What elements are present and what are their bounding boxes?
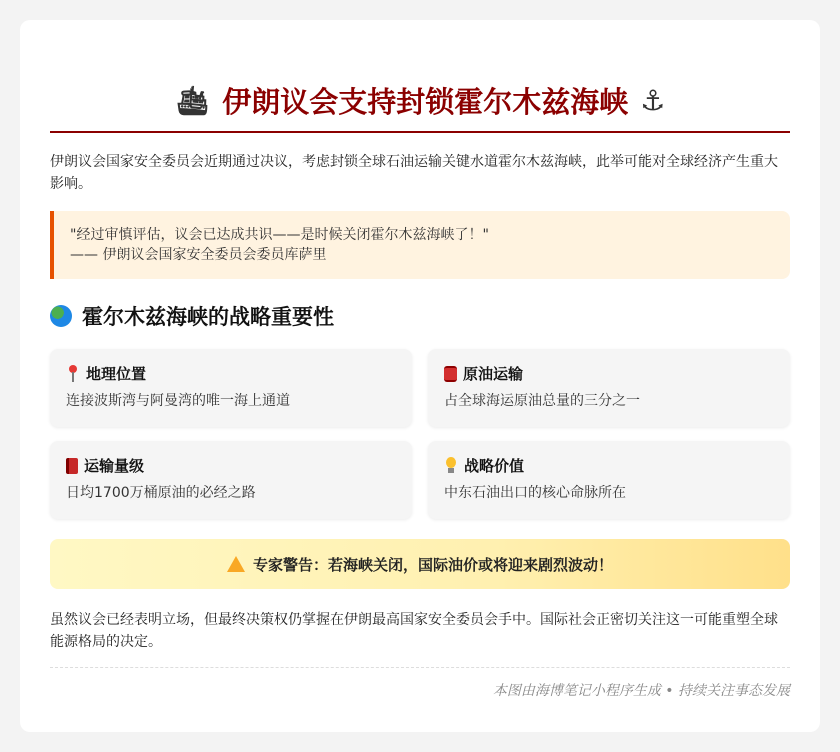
globe-icon [50, 305, 72, 327]
footer-note: 本图由海博笔记小程序生成 • 持续关注事态发展 [492, 683, 790, 699]
title-text: 伊朗议会支持封锁霍尔木兹海峡 [222, 84, 629, 119]
closing-paragraph: 虽然议会已经表明立场，但最终决策权仍掌握在伊朗最高国家安全委员会手中。国际社会正密切关注这一可能重塑全球能源格局的决定。 [50, 612, 778, 650]
book-icon [66, 458, 78, 474]
info-card-desc: 连接波斯湾与阿曼湾的唯一海上通道 [66, 393, 290, 409]
intro-paragraph: 伊朗议会国家安全委员会近期通过决议，考虑封锁全球石油运输关键水道霍尔木兹海峡，此举可能对全球经济产生重大影响。 [50, 154, 778, 192]
info-card-title: 地理位置 [86, 365, 147, 383]
title-divider [50, 131, 790, 133]
section-heading [50, 301, 790, 331]
ship-icon: 🛳 [174, 83, 211, 117]
info-card-volume [50, 441, 412, 519]
section-title-text: 霍尔木兹海峡的战略重要性 [82, 305, 334, 329]
info-card-title: 原油运输 [463, 365, 524, 383]
info-card-desc: 日均1700万桶原油的必经之路 [66, 485, 256, 501]
warning-icon [227, 556, 245, 572]
anchor-icon: ⚓ [640, 83, 666, 117]
barrel-icon [444, 366, 457, 382]
info-card-strategic-value [428, 441, 790, 519]
info-card-location [50, 349, 412, 427]
pin-icon [66, 365, 80, 383]
article-card [20, 20, 820, 732]
info-card-title: 运输量级 [84, 457, 145, 475]
warning-text: 专家警告：若海峡关闭，国际油价或将迎来剧烈波动！ [252, 555, 613, 574]
info-card-desc: 占全球海运原油总量的三分之一 [444, 393, 640, 409]
quote-block [50, 211, 790, 279]
footer-divider [50, 667, 790, 668]
bulb-icon [444, 457, 458, 475]
quote-text: "经过审慎评估，议会已达成共识——是时候关闭霍尔木兹海峡了！" [70, 227, 489, 243]
info-grid [50, 349, 790, 519]
quote-attribution: —— 伊朗议会国家安全委员会委员库萨里 [70, 247, 327, 263]
warning-banner [50, 539, 790, 589]
info-card-desc: 中东石油出口的核心命脉所在 [444, 485, 626, 501]
info-card-title: 战略价值 [464, 457, 525, 475]
page-title [50, 76, 790, 124]
info-card-oil-transport [428, 349, 790, 427]
